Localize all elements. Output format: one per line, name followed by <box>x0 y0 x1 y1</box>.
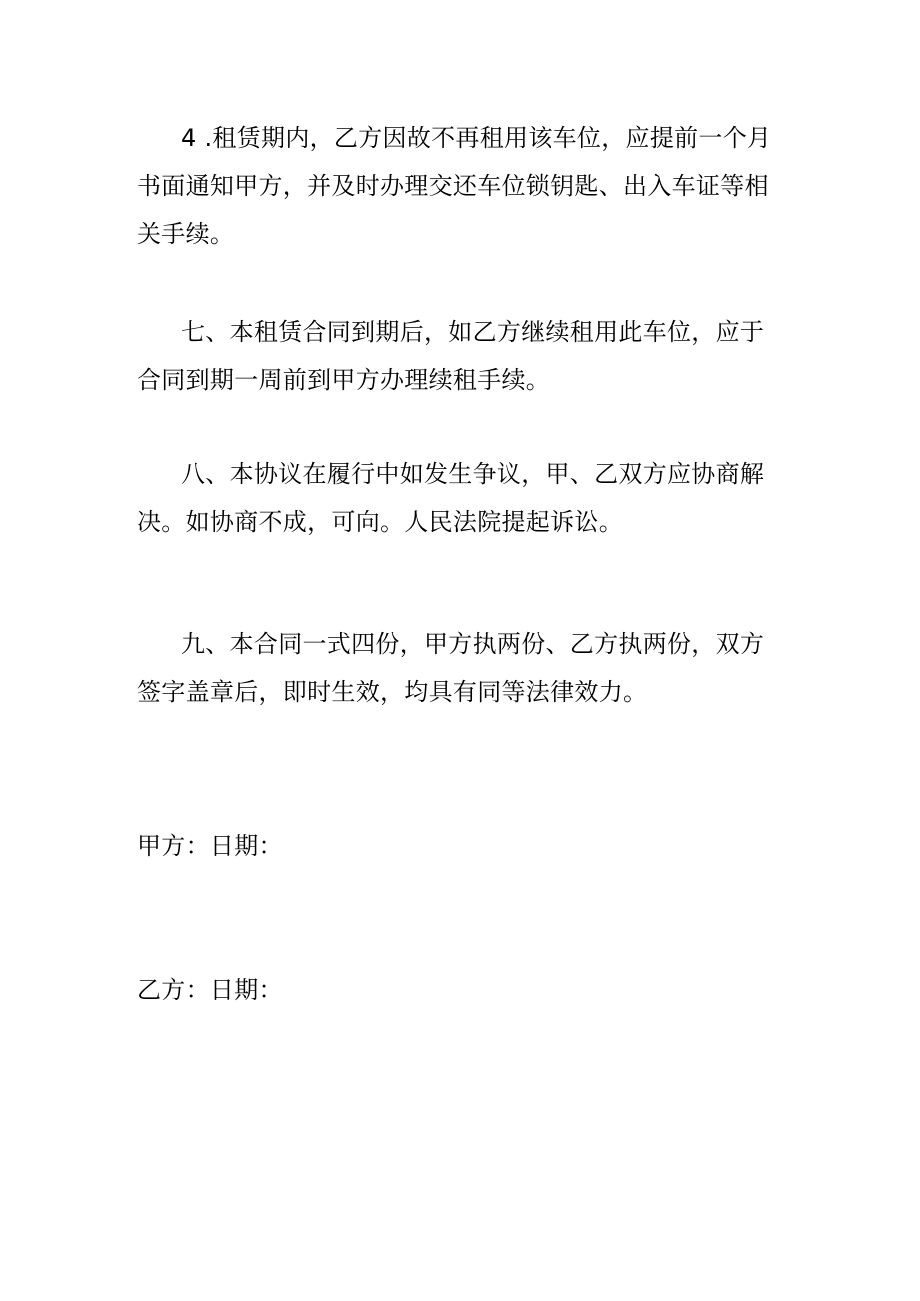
party-b-signature-line: 乙方：日期： <box>137 976 283 1004</box>
party-a-signature-line: 甲方：日期： <box>137 832 283 860</box>
clause-8-dispute: 八、本协议在履行中如发生争议，甲、乙双方应协商解决。如协商不成，可向。人民法院提起诉讼。 <box>137 460 765 536</box>
clause-4-lease-termination: 4 .租赁期内，乙方因故不再租用该车位，应提前一个月书面通知甲方，并及时办理交还车位锁钥匙、出入车证等相关手续。 <box>137 124 772 248</box>
clause-7-renewal: 七、本租赁合同到期后，如乙方继续租用此车位，应于合同到期一周前到甲方办理续租手续。 <box>137 318 765 394</box>
clause-9-copies: 九、本合同一式四份，甲方执两份、乙方执两份，双方签字盖章后，即时生效，均具有同等法律效力。 <box>137 630 765 706</box>
